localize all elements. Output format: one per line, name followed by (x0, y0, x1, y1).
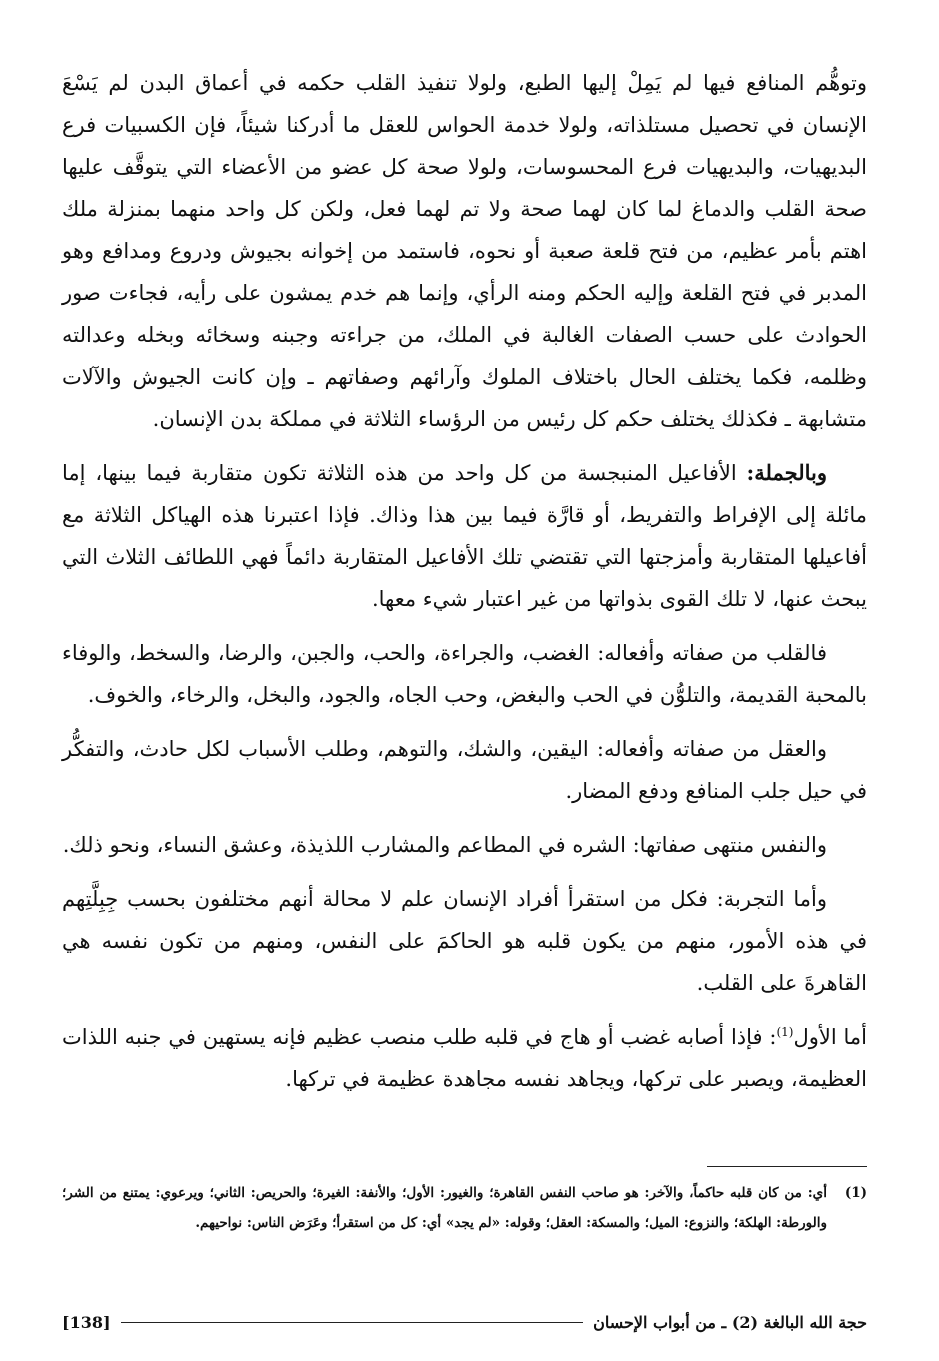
footer-title: حجة الله البالغة (2) ـ من أبواب الإحسان (593, 1312, 867, 1332)
page-number: [138] (62, 1312, 111, 1332)
summary-text: الأفاعيل المنبجسة من كل واحد من هذه الثلاثة تكون متقاربة فيما بينها، إما مائلة إلى الإفراط والتفريط، أو قارَّة فيما بين هذا وذاك. فإذا اعتبرنا هذه الهياكل الثلاثة مع أفاعيلها المتقاربة وأمزجتها التي تقتضي تلك الأفاعيل المتقاربة دائماً فهي اللطائف الثلاث التي يبحث عنها، لا تلك القوى بذواتها من غير اعتبار شيء معها. (62, 461, 867, 611)
footnote (62, 1178, 867, 1238)
first-text: : فإذا أصابه غضب أو هاج في قلبه طلب منصب عظيم فإنه يستهين في جنبه اللذات العظيمة، ويصبر على تركها، ويجاهد نفسه مجاهدة عظيمة في تركها. (62, 1025, 867, 1091)
footnote-number: (1) (844, 1185, 867, 1201)
paragraph-soul: والنفس منتهى صفاتها: الشره في المطاعم والمشارب اللذيذة، وعشق النساء، ونحو ذلك. (62, 833, 827, 857)
footnote-divider (707, 1166, 867, 1167)
paragraph-intro: وتوهُّم المنافع فيها لم يَمِلْ إليها الطبع، ولولا تنفيذ القلب حكمه في أعماق البدن لم يَسْعَ الإنسان في تحصيل مستلذاته، ولولا خدمة الحواس للعقل ما أدركنا شيئاً، فإن الكسبيات فرع البديهيات، والبديهيات فرع المحسوسات، ولولا صحة كل عضو من الأعضاء التي يتوقَّف عليها صحة القلب والدماغ لما كان لهما صحة ولا تم لهما فعل، ولكن كل واحد منهما بمنزلة ملك اهتم بأمر عظيم، من فتح قلعة صعبة أو نحوه، فاستمد من إخوانه بجيوش ودروع ومدافع وهو المدبر في فتح القلعة وإليه الحكم ومنه الرأي، وإنما هم خدم يمشون على رأيه، فجاءت صور الحوادث على حسب الصفات الغالبة في الملك، من جراءته وجبنه وسخائه وبخله وعدالته وظلمه، فكما يختلف الحال باختلاف الملوك وآرائهم وصفاتهم ـ وإن كانت الجيوش والآلات متشابهة ـ فكذلك يختلف حكم كل رئيس من الرؤساء الثلاثة في مملكة بدن الإنسان. (62, 71, 867, 431)
footer-rule (121, 1322, 584, 1323)
footnote-reference: (1) (776, 1025, 794, 1039)
paragraph-experience: وأما التجربة: فكل من استقرأ أفراد الإنسان علم لا محالة أنهم مختلفون بحسب جِبِلَّتِهم في هذه الأمور، منهم من يكون قلبه هو الحاكمَ على النفس، ومنهم من تكون نفسه هي القاهرةَ على القلب. (62, 887, 867, 995)
paragraph-intellect: والعقل من صفاته وأفعاله: اليقين، والشك، والتوهم، وطلب الأسباب لكل حادث، والتفكُّر في حيل جلب المنافع ودفع المضار. (62, 737, 867, 803)
paragraph-first (62, 1016, 867, 1100)
paragraph-summary (62, 452, 867, 620)
running-footer (62, 1307, 867, 1337)
first-lead: أما الأول (793, 1025, 867, 1049)
main-text (62, 62, 867, 1100)
summary-lead: وبالجملة: (746, 460, 827, 485)
paragraph-heart: فالقلب من صفاته وأفعاله: الغضب، والجراءة، والحب، والجبن، والرضا، والسخط، والوفاء بالمحبة القديمة، والتلوُّن في الحب والبغض، وحب الجاه، والجود، والبخل، والرخاء، والخوف. (62, 641, 867, 707)
footnote-text: أي: من كان قلبه حاكماً، والآخر: هو صاحب النفس القاهرة؛ والغيور: الأول؛ والأنفة: الغيرة؛ والحريص: الثاني؛ ويرعوي: يمتنع من الشر؛ والورطة: الهلكة؛ والنزوع: الميل؛ والمسكة: العقل؛ وقوله: «لم يجد» أي: كل من استقرأ؛ وعَرَض الناس: نواحيهم. (62, 1185, 827, 1231)
book-page (62, 62, 867, 1352)
